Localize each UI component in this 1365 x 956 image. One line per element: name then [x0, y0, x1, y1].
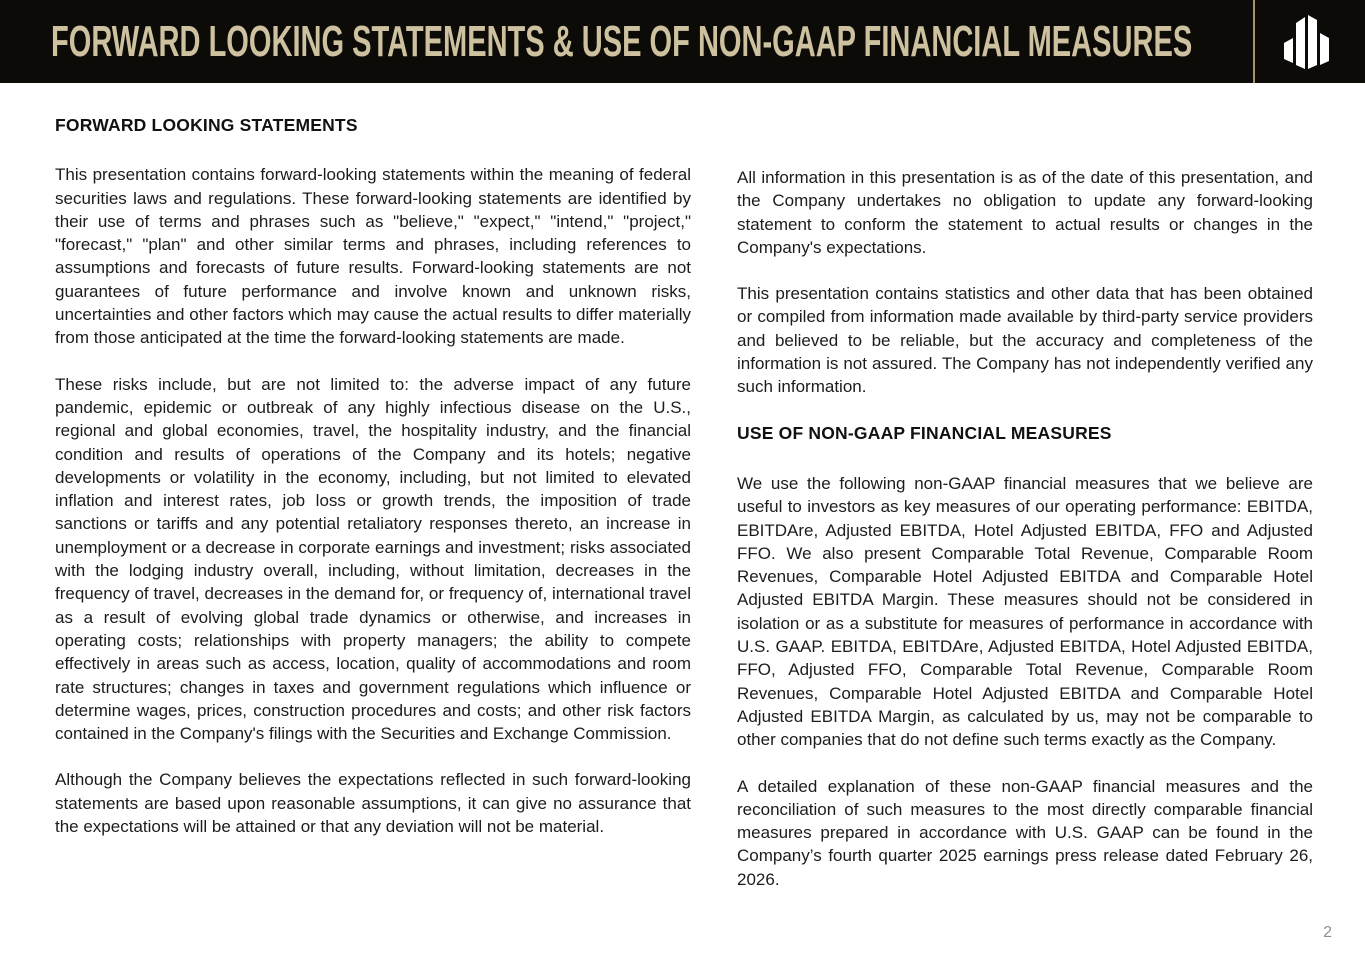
non-gaap-measures-paragraph-2: A detailed explanation of these non-GAAP financial measures and the reconciliation of such measures to the most directly comparable financial measures prepared in accordance with U.S. GAAP can be found in the Company’s fourth quarter 2025 earnings press release dated February 26, 2026. [737, 776, 1313, 889]
slide-title: FORWARD LOOKING STATEMENTS & USE OF NON-GAAP FINANCIAL MEASURES [51, 16, 1193, 66]
forward-looking-paragraph-1: This presentation contains forward-looking statements within the meaning of federal securities laws and regulations. These forward-looking statements are identified by their use of terms and phrases such as "believe," "expect," "intend," "project," "forecast," "plan" and other similar terms and phrases, including references to assumptions and forecasts of future results. Forward-looking statements are not guarantees of future performance and involve known and unknown risks, uncertainties and other factors which may cause the actual results to differ materially from those anticipated at the time the forward-looking statements are made. [55, 165, 691, 348]
header-divider [1253, 0, 1255, 83]
slide-header [0, 0, 1365, 83]
date-of-presentation-paragraph: All information in this presentation is as of the date of this presentation, and the Company undertakes no obligation to update any forward-looking statement to conform the statement to actual results or changes in the Company's expectations. [737, 168, 1313, 257]
third-party-data-paragraph: This presentation contains statistics and other data that has been obtained or compiled from information made available by third-party service providers and believed to be reliable, but the accuracy and completeness of the information is not assured. The Company has not independently verified any such information. [737, 284, 1313, 397]
forward-looking-statements-heading: FORWARD LOOKING STATEMENTS [55, 115, 358, 135]
forward-looking-paragraph-2: These risks include, but are not limited to: the adverse impact of any future pandemic, epidemic or outbreak of any highly infectious disease on the U.S., regional and global economies, travel, the hospitality industry, and the financial condition and results of operations of the Company and its hotels; negative developments or volatility in the economy, including, but not limited to elevated inflation and interest rates, job loss or growth trends, the imposition of trade sanctions or tariffs and any potential retaliatory responses thereto, an increase in unemployment or a decrease in corporate earnings and investment; risks associated with the lodging industry overall, including, without limitation, decreases in the frequency of travel, decreases in the demand for, or frequency of, international travel as a result of evolving global trade dynamics or otherwise, and increases in operating costs; relationships with property managers; the ability to compete effectively in areas such as access, location, quality of accommodations and room rate structures; changes in taxes and government regulations which influence or determine wages, prices, construction procedures and costs; and other risk factors contained in the Company's filings with the Securities and Exchange Commission. [55, 374, 691, 744]
skyline-buildings-icon [1284, 11, 1330, 71]
page-number: 2 [1323, 924, 1332, 941]
non-gaap-measures-paragraph-1: We use the following non-GAAP financial measures that we believe are useful to investors as key measures of our operating performance: EBITDA, EBITDAre, Adjusted EBITDA, Hotel Adjusted EBITDA, FFO and Adjusted FFO. We also present Comparable Total Revenue, Comparable Room Revenues, Comparable Hotel Adjusted EBITDA and Comparable Hotel Adjusted EBITDA Margin. These measures should not be considered in isolation or as a substitute for measures of performance in accordance with U.S. GAAP. EBITDA, EBITDAre, Adjusted EBITDA, Hotel Adjusted EBITDA, FFO, Adjusted FFO, Comparable Total Revenue, Comparable Room Revenues, Comparable Hotel Adjusted EBITDA and Comparable Hotel Adjusted EBITDA Margin, as calculated by us, may not be comparable to other companies that do not define such terms exactly as the Company. [737, 473, 1313, 750]
forward-looking-paragraph-3: Although the Company believes the expectations reflected in such forward-looking statements are based upon reasonable assumptions, it can give no assurance that the expectations will be attained or that any deviation will not be material. [55, 770, 691, 837]
right-column [737, 114, 1313, 914]
non-gaap-measures-heading: USE OF NON-GAAP FINANCIAL MEASURES [737, 422, 1112, 443]
left-column [55, 114, 691, 861]
